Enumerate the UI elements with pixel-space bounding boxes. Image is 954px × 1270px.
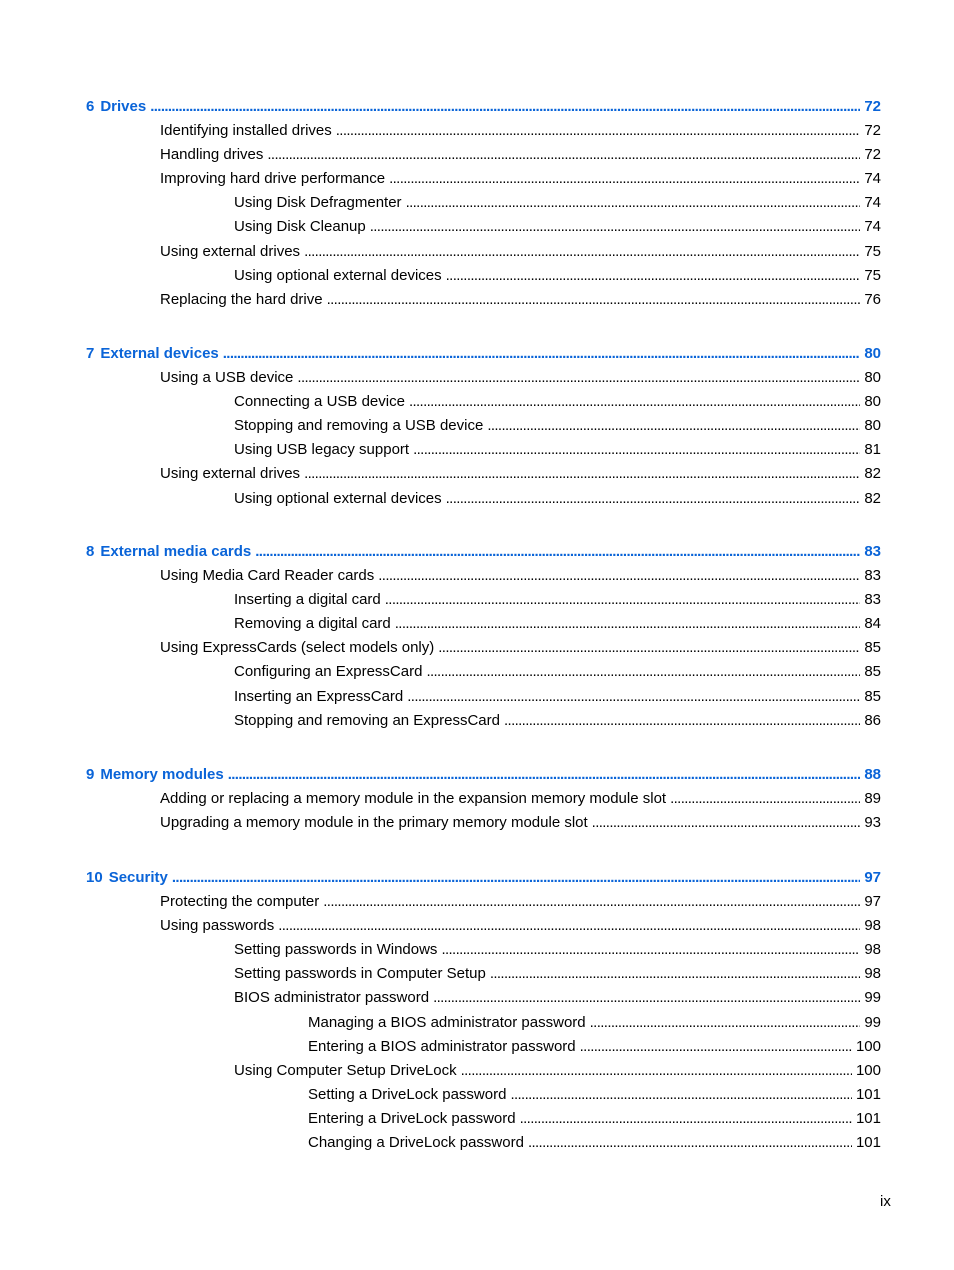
toc-entry[interactable] (0, 962, 881, 986)
toc-entry-page-link[interactable]: 101 (855, 1134, 881, 1152)
dot-leader (389, 167, 860, 191)
toc-chapter (0, 763, 954, 835)
toc-chapter-heading[interactable] (0, 763, 881, 787)
toc-entry-title-link[interactable]: Using Media Card Reader cards (160, 567, 375, 585)
toc-entry[interactable] (0, 787, 881, 811)
toc-entry-title-link[interactable]: Stopping and removing a USB device (234, 417, 484, 435)
toc-entry-title-link[interactable]: Managing a BIOS administrator password (308, 1013, 586, 1031)
toc-entry-page-link[interactable]: 80 (864, 393, 881, 411)
dot-leader (461, 1059, 852, 1083)
toc-entry[interactable] (0, 685, 881, 709)
dot-leader (592, 811, 861, 835)
toc-entry-page-link[interactable]: 98 (864, 941, 881, 959)
dot-leader (323, 890, 860, 914)
dot-leader (267, 143, 860, 167)
toc-entry-title-link[interactable]: Using external drives (160, 242, 301, 260)
toc-entry[interactable] (0, 1131, 881, 1155)
toc-entry[interactable] (0, 167, 881, 191)
dot-leader (395, 612, 861, 636)
dot-leader (528, 1131, 852, 1155)
chapter-page-link[interactable]: 72 (864, 98, 881, 115)
toc-entry[interactable] (0, 938, 881, 962)
dot-leader (446, 264, 861, 288)
toc-entry-page-link[interactable]: 89 (864, 790, 881, 808)
toc-entry-title-link[interactable]: Stopping and removing an ExpressCard (234, 711, 500, 729)
chapter-title-link[interactable]: Security (108, 869, 168, 886)
toc-entry-page-link[interactable]: 75 (864, 242, 881, 260)
toc-chapter-heading[interactable] (0, 342, 881, 366)
dot-leader (590, 1011, 861, 1035)
toc-entry[interactable] (0, 709, 881, 733)
toc-entry-page-link[interactable]: 99 (864, 1013, 881, 1031)
toc-entry[interactable] (0, 215, 881, 239)
toc-entry-title-link[interactable]: Entering a DriveLock password (308, 1109, 516, 1127)
toc-entry-title-link[interactable]: Removing a digital card (234, 615, 391, 633)
dot-leader (446, 487, 861, 511)
toc-entry-page-link[interactable]: 100 (855, 1061, 881, 1079)
toc-entry[interactable] (0, 414, 881, 438)
toc-entry-page-link[interactable]: 97 (864, 893, 881, 911)
dot-leader (426, 660, 860, 684)
toc-chapter (0, 866, 954, 1155)
toc-entry-title-link[interactable]: BIOS administrator password (234, 989, 430, 1007)
toc-entry-page-link[interactable]: 74 (864, 170, 881, 188)
toc-entry-page-link[interactable]: 76 (864, 290, 881, 308)
toc-chapter (0, 342, 954, 511)
toc-entry[interactable] (0, 636, 881, 660)
toc-entry-page-link[interactable]: 83 (864, 591, 881, 609)
toc-entry-title-link[interactable]: Using passwords (160, 917, 275, 935)
toc-entry-page-link[interactable]: 74 (864, 218, 881, 236)
toc-entry-title-link[interactable]: Using optional external devices (234, 489, 442, 507)
chapter-number: 9 (86, 766, 95, 783)
chapter-page-link[interactable]: 88 (864, 766, 881, 783)
toc-entry-title-link[interactable]: Handling drives (160, 146, 264, 164)
toc-entry[interactable] (0, 366, 881, 390)
toc-entry[interactable] (0, 487, 881, 511)
toc-entry-page-link[interactable]: 72 (864, 122, 881, 140)
chapter-number: 6 (86, 98, 95, 115)
chapter-number: 7 (86, 345, 95, 362)
chapter-page-link[interactable]: 80 (864, 345, 881, 362)
chapter-title-link[interactable]: External devices (100, 345, 219, 362)
toc-entry[interactable] (0, 119, 881, 143)
dot-leader (228, 763, 861, 787)
toc-entry-title-link[interactable]: Using Disk Cleanup (234, 218, 366, 236)
dot-leader (378, 564, 860, 588)
toc-entry[interactable] (0, 1059, 881, 1083)
dot-leader (255, 540, 860, 564)
toc-chapter (0, 540, 954, 733)
toc-entry[interactable] (0, 914, 881, 938)
page-number: ix (880, 1193, 891, 1210)
dot-leader (304, 462, 860, 486)
toc-entry-page-link[interactable]: 93 (864, 814, 881, 832)
dot-leader (223, 342, 861, 366)
dot-leader (370, 215, 861, 239)
toc-entry-page-link[interactable]: 75 (864, 266, 881, 284)
toc-chapter-heading[interactable] (0, 540, 881, 564)
toc-entry-page-link[interactable]: 85 (864, 663, 881, 681)
toc-entry-page-link[interactable]: 100 (855, 1037, 881, 1055)
toc-entry-title-link[interactable]: Using Disk Defragmenter (234, 194, 402, 212)
toc-chapter-heading[interactable] (0, 95, 881, 119)
toc-entry-title-link[interactable]: Protecting the computer (160, 893, 320, 911)
toc-entry[interactable] (0, 1083, 881, 1107)
toc-entry[interactable] (0, 462, 881, 486)
toc-entry-page-link[interactable]: 85 (864, 687, 881, 705)
dot-leader (441, 938, 860, 962)
toc-entry-page-link[interactable]: 82 (864, 489, 881, 507)
dot-leader (278, 914, 860, 938)
toc-entry[interactable] (0, 191, 881, 215)
toc-entry-title-link[interactable]: Using USB legacy support (234, 441, 410, 459)
toc-entry-page-link[interactable]: 98 (864, 917, 881, 935)
toc-entry-title-link[interactable]: Inserting an ExpressCard (234, 687, 404, 705)
toc-entry-page-link[interactable]: 101 (855, 1085, 881, 1103)
chapter-number: 8 (86, 543, 95, 560)
toc-entry-page-link[interactable]: 85 (864, 639, 881, 657)
toc-entry-title-link[interactable]: Connecting a USB device (234, 393, 405, 411)
toc-entry-title-link[interactable]: Setting passwords in Computer Setup (234, 965, 486, 983)
toc-entry-title-link[interactable]: Using optional external devices (234, 266, 442, 284)
toc-entry-title-link[interactable]: Upgrading a memory module in the primary memory module slot (160, 814, 588, 832)
dot-leader (336, 119, 861, 143)
dot-leader (490, 962, 861, 986)
chapter-page-link[interactable]: 83 (864, 543, 881, 560)
toc-entry-title-link[interactable]: Changing a DriveLock password (308, 1134, 524, 1152)
toc-entry-title-link[interactable]: Using Computer Setup DriveLock (234, 1061, 457, 1079)
toc-entry-title-link[interactable]: Setting a DriveLock password (308, 1085, 507, 1103)
toc-entry-title-link[interactable]: Using ExpressCards (select models only) (160, 639, 435, 657)
chapter-title-link[interactable]: Memory modules (100, 766, 224, 783)
dot-leader (297, 366, 860, 390)
dot-leader (172, 866, 860, 890)
chapter-title-link[interactable]: External media cards (100, 543, 252, 560)
toc-entry-title-link[interactable]: Using external drives (160, 465, 301, 483)
toc-entry-page-link[interactable]: 84 (864, 615, 881, 633)
toc-entry-page-link[interactable]: 80 (864, 417, 881, 435)
dot-leader (520, 1107, 852, 1131)
dot-leader (580, 1035, 852, 1059)
dot-leader (433, 986, 860, 1010)
toc-entry-title-link[interactable]: Adding or replacing a memory module in the expansion memory module slot (160, 790, 667, 808)
toc-entry-title-link[interactable]: Setting passwords in Windows (234, 941, 438, 959)
toc-entry-page-link[interactable]: 72 (864, 146, 881, 164)
toc-entry[interactable] (0, 264, 881, 288)
toc-entry[interactable] (0, 890, 881, 914)
toc-entry-page-link[interactable]: 99 (864, 989, 881, 1007)
chapter-number: 10 (86, 869, 103, 886)
toc-entry-title-link[interactable]: Replacing the hard drive (160, 290, 323, 308)
dot-leader (504, 709, 860, 733)
toc-entry[interactable] (0, 588, 881, 612)
chapter-title-link[interactable]: Drives (100, 98, 147, 115)
dot-leader (438, 636, 860, 660)
toc-entry-page-link[interactable]: 86 (864, 711, 881, 729)
toc-entry-title-link[interactable]: Inserting a digital card (234, 591, 381, 609)
chapter-page-link[interactable]: 97 (864, 869, 881, 886)
toc-entry[interactable] (0, 660, 881, 684)
toc-entry-page-link[interactable]: 82 (864, 465, 881, 483)
toc-entry[interactable] (0, 986, 881, 1010)
dot-leader (670, 787, 860, 811)
toc-entry[interactable] (0, 1107, 881, 1131)
dot-leader (487, 414, 860, 438)
dot-leader (327, 288, 861, 312)
toc-entry[interactable] (0, 240, 881, 264)
toc-entry-title-link[interactable]: Improving hard drive performance (160, 170, 386, 188)
toc-entry[interactable] (0, 564, 881, 588)
toc-entry-page-link[interactable]: 74 (864, 194, 881, 212)
toc-entry-page-link[interactable]: 83 (864, 567, 881, 585)
toc-entry[interactable] (0, 811, 881, 835)
toc-entry[interactable] (0, 1035, 881, 1059)
toc-entry-page-link[interactable]: 81 (864, 441, 881, 459)
toc-entry-page-link[interactable]: 98 (864, 965, 881, 983)
toc-entry-title-link[interactable]: Entering a BIOS administrator password (308, 1037, 576, 1055)
toc-chapter-heading[interactable] (0, 866, 881, 890)
dot-leader (304, 240, 860, 264)
toc-entry[interactable] (0, 438, 881, 462)
dot-leader (409, 390, 860, 414)
dot-leader (413, 438, 860, 462)
toc-chapter (0, 95, 954, 312)
dot-leader (407, 685, 860, 709)
toc-entry[interactable] (0, 390, 881, 414)
toc-entry-title-link[interactable]: Using a USB device (160, 369, 294, 387)
dot-leader (510, 1083, 852, 1107)
toc-entry-page-link[interactable]: 80 (864, 369, 881, 387)
dot-leader (150, 95, 860, 119)
toc-entry-title-link[interactable]: Configuring an ExpressCard (234, 663, 423, 681)
toc-entry[interactable] (0, 288, 881, 312)
toc-entry[interactable] (0, 1011, 881, 1035)
dot-leader (406, 191, 861, 215)
toc-entry[interactable] (0, 143, 881, 167)
dot-leader (385, 588, 861, 612)
toc-entry-page-link[interactable]: 101 (855, 1109, 881, 1127)
toc-entry[interactable] (0, 612, 881, 636)
toc-entry-title-link[interactable]: Identifying installed drives (160, 122, 332, 140)
